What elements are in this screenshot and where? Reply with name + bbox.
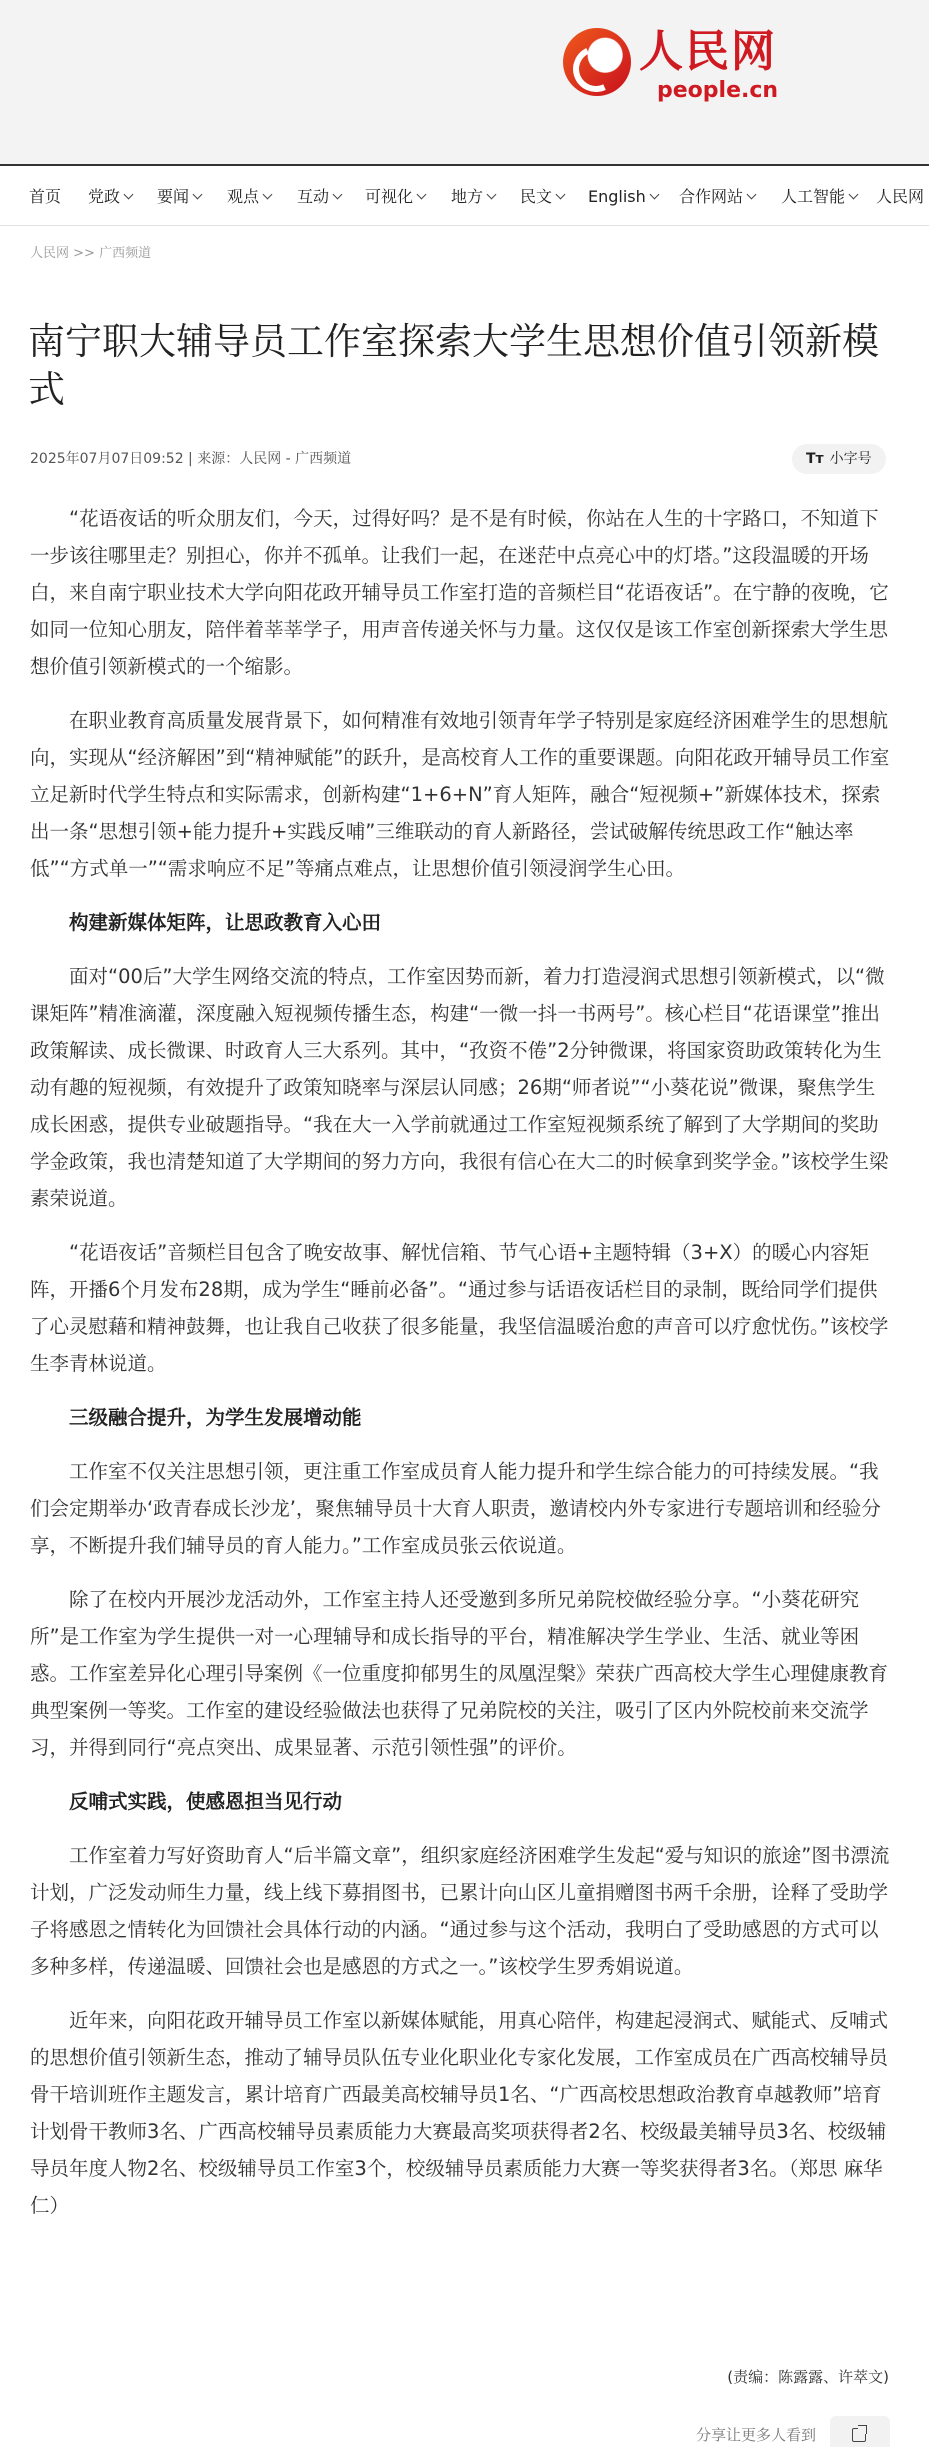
- publish-date: 2025年07月07日09:52: [30, 451, 184, 467]
- breadcrumb-channel[interactable]: 广西频道: [99, 246, 152, 261]
- paragraph: 工作室着力写好资助育人“后半篇文章”，组织家庭经济困难学生发起“爱与知识的旅途”图书漂流计划，广泛发动师生力量，线上线下募捐图书，已累计向山区儿童捐赠图书两千余册，诠释了受助学子将感恩之情转化为回馈社会具体行动的内涵。“通过参与这个活动，我明白了受助感恩的方式可以多种多样，传递温暖、回馈社会也是感恩的方式之一。”该校学生罗秀娟说道。: [30, 1844, 890, 1978]
- chevron-down-icon: [487, 190, 497, 200]
- font-size-label: 小字号: [829, 451, 872, 467]
- source-link[interactable]: 人民网 - 广西频道: [239, 451, 352, 467]
- nav-item-home[interactable]: 首页: [29, 187, 62, 206]
- chevron-down-icon: [417, 190, 427, 200]
- chevron-down-icon: [556, 190, 566, 200]
- paragraph: 工作室不仅关注思想引领，更注重工作室成员育人能力提升和学生综合能力的可持续发展。“我们会定期举办‘政青春成长沙龙’，聚焦辅导员十大育人职责，邀请校内外专家进行专题培训和经验分享，不断提升我们辅导员的育人能力。”工作室成员张云依说道。: [30, 1460, 881, 1557]
- nav-item-interact[interactable]: 互动: [297, 168, 341, 226]
- article-meta: [30, 448, 351, 470]
- text-size-icon: Tт: [806, 451, 824, 467]
- chevron-down-icon: [849, 190, 859, 200]
- logo-en-text: people.cn: [657, 78, 779, 103]
- nav-item-party[interactable]: 党政: [88, 168, 132, 226]
- chevron-down-icon: [193, 190, 203, 200]
- chevron-down-icon: [333, 190, 343, 200]
- chevron-down-icon: [649, 190, 659, 200]
- logo-mark-icon: [563, 28, 631, 96]
- paragraph: “花语夜话的听众朋友们，今天，过得好吗？是不是有时候，你站在人生的十字路口，不知道下一步该往哪里走？别担心，你并不孤单。让我们一起，在迷茫中点亮心中的灯塔。”这段温暖的开场白，来自南宁职业技术大学向阳花政开辅导员工作室打造的音频栏目“花语夜话”。在宁静的夜晚，它如同一位知心朋友，陪伴着莘莘学子，用声音传递关怀与力量。这仅仅是该工作室创新探索大学生思想价值引领新模式的一个缩影。: [30, 507, 889, 678]
- section-heading: 构建新媒体矩阵，让思政教育入心田: [69, 911, 382, 934]
- section-heading: 反哺式实践，使感恩担当见行动: [69, 1790, 343, 1813]
- article-body: [30, 500, 892, 2241]
- chevron-down-icon: [124, 190, 134, 200]
- share-icon: [852, 2428, 866, 2442]
- chevron-down-icon: [263, 190, 273, 200]
- chevron-down-icon: [747, 190, 757, 200]
- breadcrumb-sep: >>: [69, 246, 100, 261]
- section-heading: 三级融合提升，为学生发展增动能: [69, 1406, 362, 1429]
- share-button[interactable]: [830, 2416, 890, 2447]
- nav-item-visual[interactable]: 可视化: [365, 168, 425, 226]
- logo-cn-text: 人民网: [639, 26, 777, 77]
- nav-item-local[interactable]: 地方: [451, 168, 495, 226]
- share-prompt[interactable]: 分享让更多人看到: [696, 2426, 817, 2444]
- main-nav: [0, 168, 929, 226]
- paragraph: 除了在校内开展沙龙活动外，工作室主持人还受邀到多所兄弟院校做经验分享。“小葵花研究所”是工作室为学生提供一对一心理辅导和成长指导的平台，精准解决学生学业、生活、就业等困惑。工作室差异化心理引导案例《一位重度抑郁男生的凤凰涅槃》荣获广西高校大学生心理健康教育典型案例一等奖。工作室的建设经验做法也获得了兄弟院校的关注，吸引了区内外院校前来交流学习，并得到同行“亮点突出、成果显著、示范引领性强”的评价。: [30, 1588, 889, 1759]
- site-header: [0, 0, 929, 166]
- nav-item-minwen[interactable]: 民文: [520, 168, 564, 226]
- article-title: 南宁职大辅导员工作室探索大学生思想价值引领新模式: [28, 320, 879, 411]
- breadcrumb: [30, 244, 151, 264]
- editor-credit: (责编：陈露露、许萃文): [727, 2368, 889, 2386]
- people-logo[interactable]: [563, 24, 783, 104]
- nav-item-ai[interactable]: 人工智能: [781, 168, 857, 226]
- paragraph: 面对“00后”大学生网络交流的特点，工作室因势而新，着力打造浸润式思想引领新模式，以“微课矩阵”精准滴灌，深度融入短视频传播生态，构建“一微一抖一书两号”。核心栏目“花语课堂”推出政策解读、成长微课、时政育人三大系列。其中，“孜资不倦”2分钟微课，将国家资助政策转化为生动有趣的短视频，有效提升了政策知晓率与深层认同感；26期“师者说”“小葵花说”微课，聚焦学生成长困惑，提供专业破题指导。“我在大一入学前就通过工作室短视频系统了解到了大学期间的奖助学金政策，我也清楚知道了大学期间的努力方向，我很有信心在大二的时候拿到奖学金。”该校学生梁素荣说道。: [30, 965, 889, 1210]
- nav-item-people[interactable]: 人民网: [876, 187, 925, 206]
- nav-item-news[interactable]: 要闻: [157, 168, 201, 226]
- nav-item-opinion[interactable]: 观点: [227, 168, 271, 226]
- breadcrumb-home[interactable]: 人民网: [30, 246, 70, 261]
- paragraph: 在职业教育高质量发展背景下，如何精准有效地引领青年学子特别是家庭经济困难学生的思想航向，实现从“经济解困”到“精神赋能”的跃升，是高校育人工作的重要课题。向阳花政开辅导员工作室立足新时代学生特点和实际需求，创新构建“1+6+N”育人矩阵，融合“短视频+”新媒体技术，探索出一条“思想引领+能力提升+实践反哺”三维联动的育人新路径，尝试破解传统思政工作“触达率低”“方式单一”“需求响应不足”等痛点难点，让思想价值引领浸润学生心田。: [30, 709, 890, 880]
- paragraph: 近年来，向阳花政开辅导员工作室以新媒体赋能，用真心陪伴，构建起浸润式、赋能式、反哺式的思想价值引领新生态，推动了辅导员队伍专业化职业化专家化发展，工作室成员在广西高校辅导员骨干培训班作主题发言，累计培育广西最美高校辅导员1名、“广西高校思想政治教育卓越教师”培育计划骨干教师3名、广西高校辅导员素质能力大赛最高奖项获得者2名、校级最美辅导员3名、校级辅导员年度人物2名、校级辅导员工作室3个，校级辅导员素质能力大赛一等奖获得者3名。（郑思 麻华仁）: [30, 2009, 889, 2217]
- source-label: | 来源：: [183, 451, 240, 467]
- nav-item-partners[interactable]: 合作网站: [679, 168, 755, 226]
- font-size-toggle[interactable]: [792, 444, 886, 474]
- nav-item-english[interactable]: English: [588, 168, 658, 226]
- paragraph: “花语夜话”音频栏目包含了晚安故事、解忧信箱、节气心语+主题特辑（3+X）的暖心内容矩阵，开播6个月发布28期，成为学生“睡前必备”。“通过参与话语夜话栏目的录制，既给同学们提供了心灵慰藉和精神鼓舞，也让我自己收获了很多能量，我坚信温暖治愈的声音可以疗愈忧伤。”该校学生李青林说道。: [30, 1241, 889, 1375]
